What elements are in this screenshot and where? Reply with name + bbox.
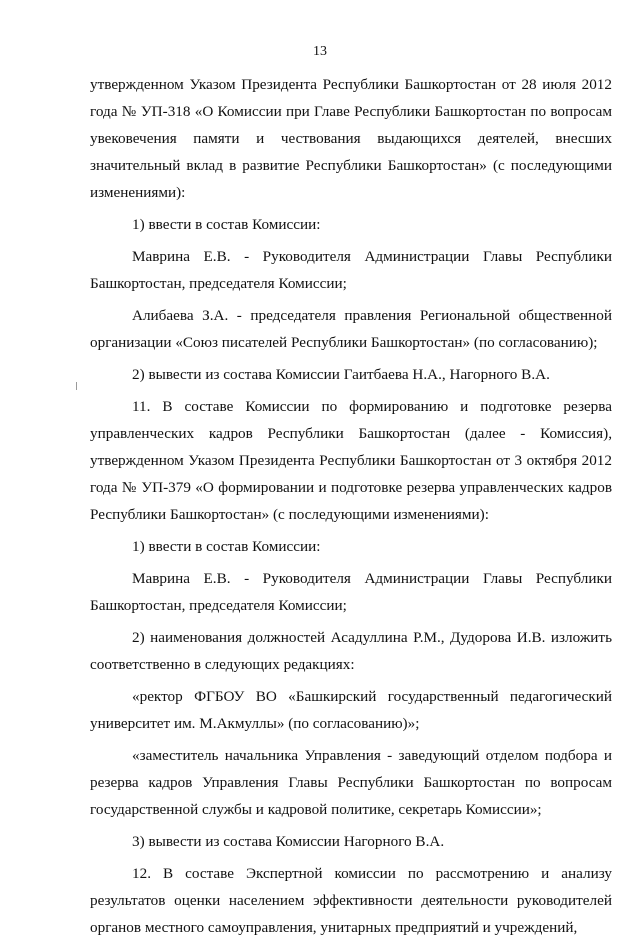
paragraph-mavrin: Маврина Е.В. - Руководителя Администрации Главы Республики Башкортостан, председателя Комиссии; — [90, 248, 612, 292]
paragraph-rename-positions: 2) наименования должностей Асадуллина Р.М., Дудорова И.В. изложить соответственно в следующих редакциях: — [90, 629, 612, 673]
paragraph-remove-members: 2) вывести из состава Комиссии Гаитбаева Н.А., Нагорного В.А. — [132, 366, 550, 383]
paragraph-add-members-2: 1) ввести в состав Комиссии: — [132, 538, 321, 555]
paragraph-item-11: 11. В составе Комиссии по формированию и подготовке резерва управленческих кадров Республики Башкортостан (далее - Комиссия), утвержденном Указом Президента Республики Башкортостан от 3 октября 2012 года № УП-379 «О формировании и подготовке резерва управленческих кадров Республики Башкортостан» (с последующими изменениями): — [90, 398, 612, 523]
paragraph-commission-decree: утвержденном Указом Президента Республики Башкортостан от 28 июля 2012 года № УП-318 «О Комиссии при Главе Республики Башкортостан по вопросам увековечения памяти и чествования выдающихся деятелей, внесших значительный вклад в развитие Республики Башкортостан» (с последующими изменениями): — [90, 76, 612, 201]
paragraph-alibaev: Алибаева З.А. - председателя правления Региональной общественной организации «Союз писателей Республики Башкортостан» (по согласованию); — [90, 307, 612, 351]
paragraph-item-12: 12. В составе Экспертной комиссии по рассмотрению и анализу результатов оценки населением эффективности деятельности руководителей органов местного самоуправления, унитарных предприятий и учреждений, — [90, 865, 612, 936]
margin-mark — [76, 382, 77, 390]
paragraph-add-members: 1) ввести в состав Комиссии: — [132, 216, 321, 233]
paragraph-mavrin-2: Маврина Е.В. - Руководителя Администрации Главы Республики Башкортостан, председателя Комиссии; — [90, 570, 612, 614]
paragraph-remove-nagorny: 3) вывести из состава Комиссии Нагорного В.А. — [132, 833, 445, 850]
document-body — [90, 71, 612, 941]
paragraph-deputy-head: «заместитель начальника Управления - заведующий отделом подбора и резерва кадров Управления Главы Республики Башкортостан по вопросам государственной службы и кадровой политике, секретарь Комиссии»; — [90, 747, 612, 818]
page-number: 13 — [313, 44, 327, 59]
paragraph-rector: «ректор ФГБОУ ВО «Башкирский государственный педагогический университет им. М.Акмуллы» (по согласованию)»; — [90, 688, 612, 732]
